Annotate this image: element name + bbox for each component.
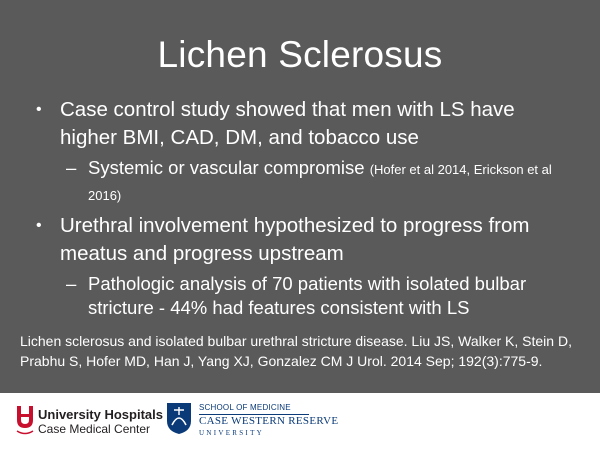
cwru-school-label: SCHOOL OF MEDICINE bbox=[199, 403, 291, 412]
bullet-text: Urethral involvement hypothesized to progress from meatus and progress upstream bbox=[60, 214, 530, 265]
cwru-name: CASE WESTERN RESERVE bbox=[199, 415, 339, 427]
sub-bullet-item bbox=[34, 156, 574, 208]
sub-bullet-marker: – bbox=[66, 273, 77, 294]
cwru-seal-icon bbox=[165, 401, 193, 435]
sub-bullet-text: Systemic or vascular compromise bbox=[88, 157, 370, 178]
inline-citation: (Hofer et al 2014, Erickson et al 2016) bbox=[88, 162, 552, 203]
bullet-marker: • bbox=[36, 217, 42, 234]
cwru-university-label: UNIVERSITY bbox=[199, 429, 264, 437]
bullet-item bbox=[34, 212, 574, 268]
uh-subtitle: Case Medical Center bbox=[38, 422, 151, 436]
footer-logo-bar bbox=[0, 393, 600, 450]
bullet-item bbox=[34, 96, 574, 152]
sub-bullet-marker: – bbox=[66, 157, 77, 178]
uh-name: University Hospitals bbox=[38, 407, 163, 422]
bullet-marker: • bbox=[36, 101, 42, 118]
sub-bullet-item bbox=[34, 272, 574, 320]
reference-citation: Lichen sclerosus and isolated bulbar urethral stricture disease. Liu JS, Walker K, Stein D, Prabhu S, Hofer MD, Han J, Yang XJ, Gonzalez CM J Urol. 2014 Sep; 192(3):775-9. bbox=[20, 333, 572, 369]
bullet-list bbox=[34, 96, 574, 324]
uh-logo-icon bbox=[14, 403, 36, 437]
sub-bullet-text: Pathologic analysis of 70 patients with isolated bulbar stricture - 44% had features consistent with LS bbox=[88, 273, 527, 318]
slide-title: Lichen Sclerosus bbox=[157, 34, 443, 75]
bullet-text: Case control study showed that men with LS have higher BMI, CAD, DM, and tobacco use bbox=[60, 98, 515, 149]
